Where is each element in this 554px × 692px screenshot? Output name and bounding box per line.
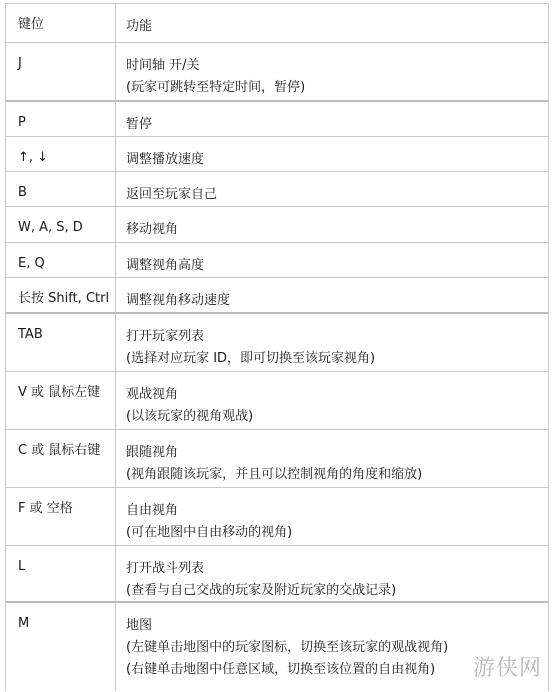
row-key: J [6, 43, 116, 100]
function-line: 观战视角 [126, 387, 179, 402]
row-key: V 或 鼠标左键 [6, 372, 116, 429]
function-note: (玩家可跳转至特定时间，暂停) [126, 80, 306, 95]
table-row [6, 488, 548, 546]
function-note: (左键单击地图中的玩家图标，切换至该玩家的观战视角) [126, 640, 449, 655]
site-watermark: 游侠网 [472, 656, 542, 681]
row-function [116, 102, 548, 136]
function-line: 调整播放速度 [126, 152, 205, 167]
row-key: M [6, 603, 116, 691]
table-row [6, 243, 548, 278]
header-key: 键位 [6, 4, 116, 42]
row-function [116, 546, 548, 601]
function-line: 调整视角高度 [126, 258, 205, 273]
row-key: P [6, 102, 116, 136]
function-line: 暂停 [126, 117, 153, 132]
row-key: W, A, S, D [6, 207, 116, 242]
row-function [116, 172, 548, 206]
function-line: 地图 [126, 618, 153, 633]
row-key: 长按 Shift, Ctrl [6, 278, 116, 312]
table-row [6, 207, 548, 243]
table-row [6, 372, 548, 430]
table-row [6, 546, 548, 603]
row-function [116, 137, 548, 171]
table-row [6, 137, 548, 172]
table-row [6, 430, 548, 488]
row-function [116, 314, 548, 371]
row-key: C 或 鼠标右键 [6, 430, 116, 487]
keybind-table [5, 3, 549, 691]
function-note: (查看与自己交战的玩家及附近玩家的交战记录) [126, 583, 397, 598]
table-row [6, 603, 548, 691]
table-row [6, 43, 548, 102]
function-line: 打开战斗列表 [126, 561, 205, 576]
function-line: 跟随视角 [126, 445, 179, 460]
function-line: 调整视角移动速度 [126, 293, 231, 308]
table-row [6, 172, 548, 207]
row-function [116, 488, 548, 545]
header-function: 功能 [126, 19, 153, 34]
function-note: (可在地图中自由移动的视角) [126, 525, 293, 540]
function-note: (右键单击地图中任意区域，切换至该位置的自由视角) [126, 662, 436, 677]
row-key: ↑, ↓ [6, 137, 116, 171]
function-note: (选择对应玩家 ID，即可切换至该玩家视角) [126, 351, 376, 366]
row-key: E, Q [6, 243, 116, 277]
table-row [6, 278, 548, 314]
table-row [6, 314, 548, 372]
table-header-row [6, 4, 548, 43]
row-function [116, 430, 548, 487]
row-key: TAB [6, 314, 116, 371]
function-line: 移动视角 [126, 222, 179, 237]
row-key: L [6, 546, 116, 601]
row-function [116, 372, 548, 429]
function-line: 返回至玩家自己 [126, 187, 218, 202]
function-line: 时间轴 开/关 [126, 58, 200, 73]
row-function [116, 278, 548, 312]
function-note: (视角跟随该玩家，并且可以控制视角的角度和缩放) [126, 467, 423, 482]
row-function [116, 243, 548, 277]
function-note: (以该玩家的视角观战) [126, 409, 254, 424]
table-row [6, 102, 548, 137]
row-key: F 或 空格 [6, 488, 116, 545]
row-key: B [6, 172, 116, 206]
function-line: 打开玩家列表 [126, 329, 205, 344]
row-function [116, 207, 548, 242]
row-function [116, 43, 548, 100]
function-line: 自由视角 [126, 503, 179, 518]
